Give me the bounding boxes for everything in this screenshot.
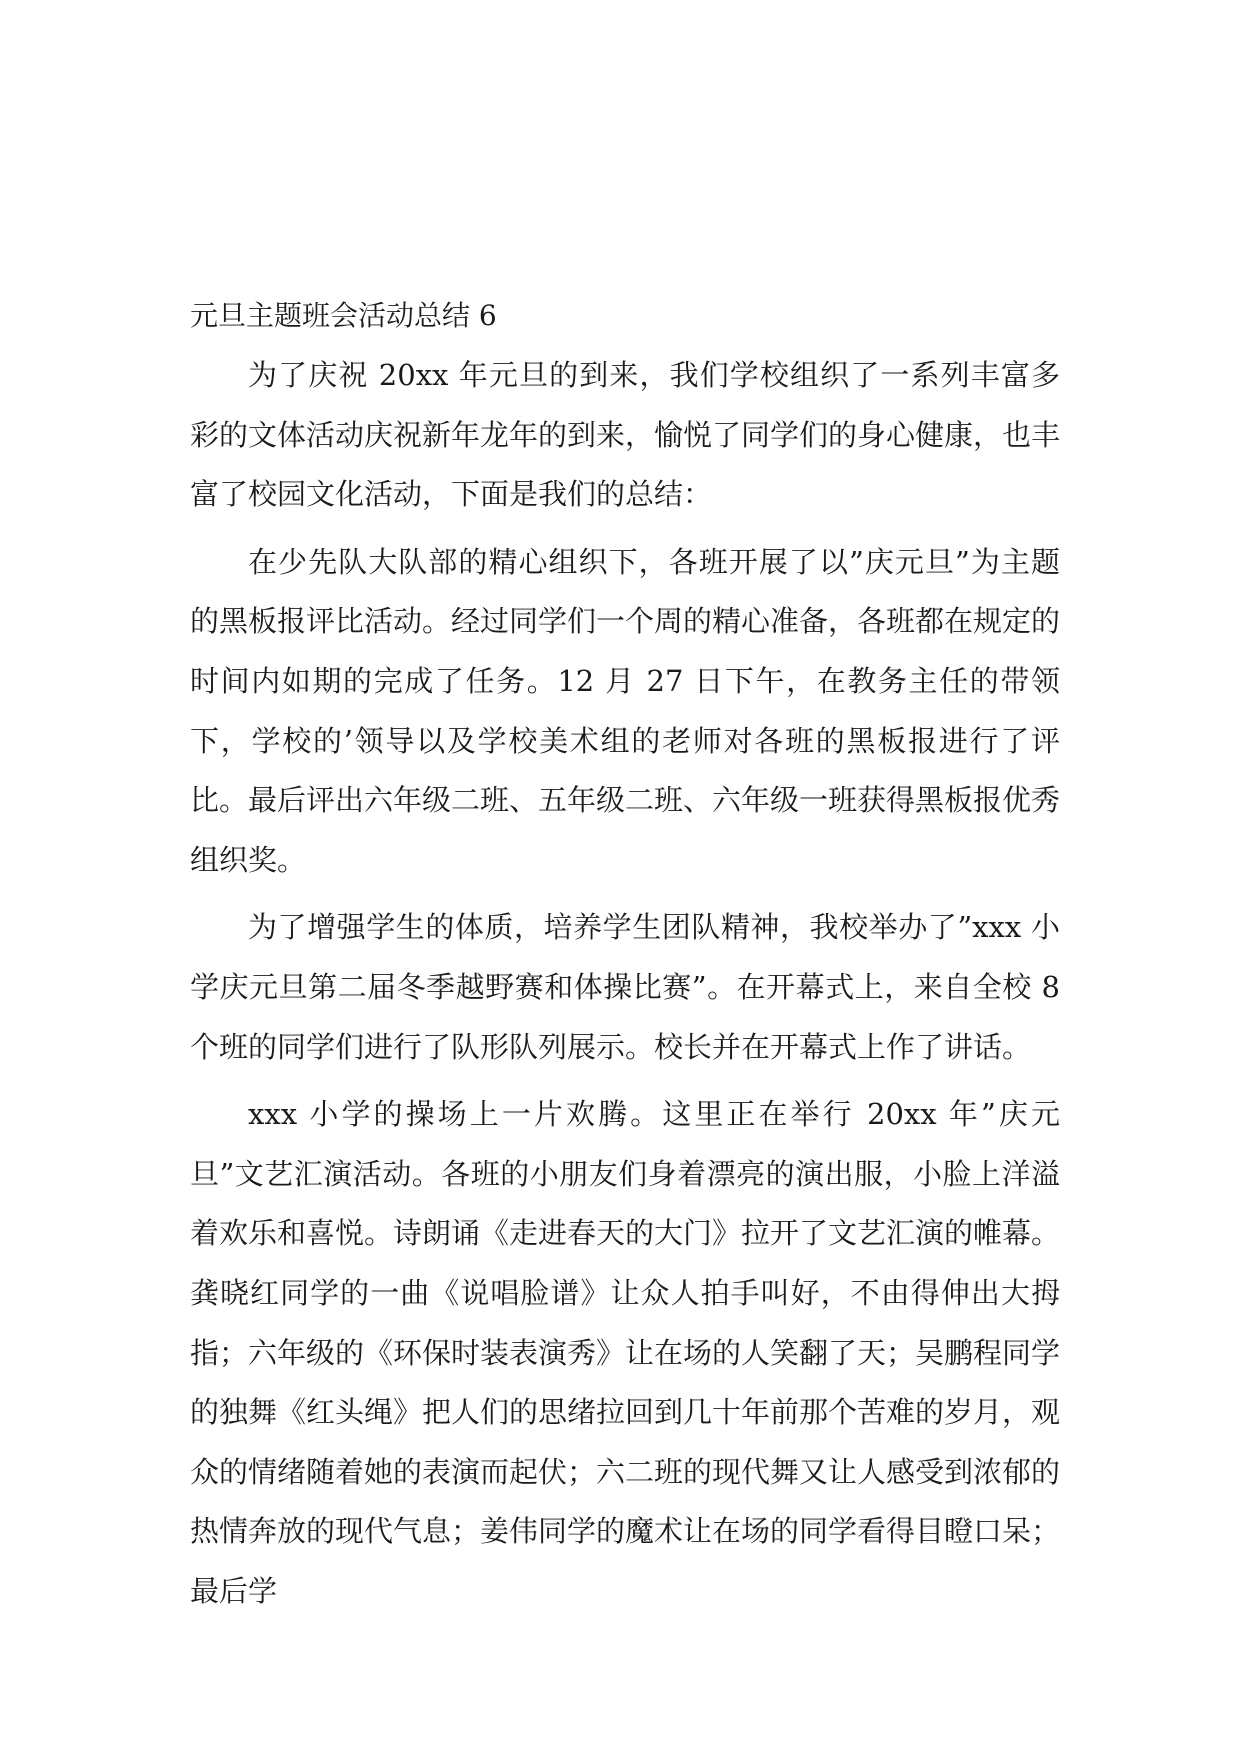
paragraph-2: 在少先队大队部的精心组织下，各班开展了以”庆元旦”为主题的黑板报评比活动。经过同学们一个周的精心准备，各班都在规定的时间内如期的完成了任务。12 月 27 日下午，在教务主任的带领下，学校的’领导以及学校美术组的老师对各班的黑板报进行了评比。最后评出六年级二班、五年级二班、六年级一班获得黑板报优秀组织奖。	[190, 544, 1061, 877]
document-title: 元旦主题班会活动总结 6	[190, 299, 497, 332]
paragraph-1: 为了庆祝 20xx 年元旦的到来，我们学校组织了一系列丰富多彩的文体活动庆祝新年龙年的到来，愉悦了同学们的身心健康，也丰富了校园文化活动，下面是我们的总结：	[190, 358, 1061, 512]
document-body	[190, 290, 1060, 1629]
paragraph-4: xxx 小学的操场上一片欢腾。这里正在举行 20xx 年”庆元旦”文艺汇演活动。各班的小朋友们身着漂亮的演出服，小脸上洋溢着欢乐和喜悦。诗朗诵《走进春天的大门》拉开了文艺汇演的帷幕。龚晓红同学的一曲《说唱脸谱》让众人拍手叫好，不由得伸出大拇指；六年级的《环保时装表演秀》让在场的人笑翻了天；吴鹏程同学的独舞《红头绳》把人们的思绪拉回到几十年前那个苦难的岁月，观众的情绪随着她的表演而起伏；六二班的现代舞又让人感受到浓郁的热情奔放的现代气息；姜伟同学的魔术让在场的同学看得目瞪口呆；最后学	[190, 1097, 1061, 1608]
paragraph-3: 为了增强学生的体质，培养学生团队精神，我校举办了”xxx 小学庆元旦第二届冬季越野赛和体操比赛”。在开幕式上，来自全校 8 个班的同学们进行了队形队列展示。校长并在开幕式上作了讲话。	[190, 910, 1060, 1064]
